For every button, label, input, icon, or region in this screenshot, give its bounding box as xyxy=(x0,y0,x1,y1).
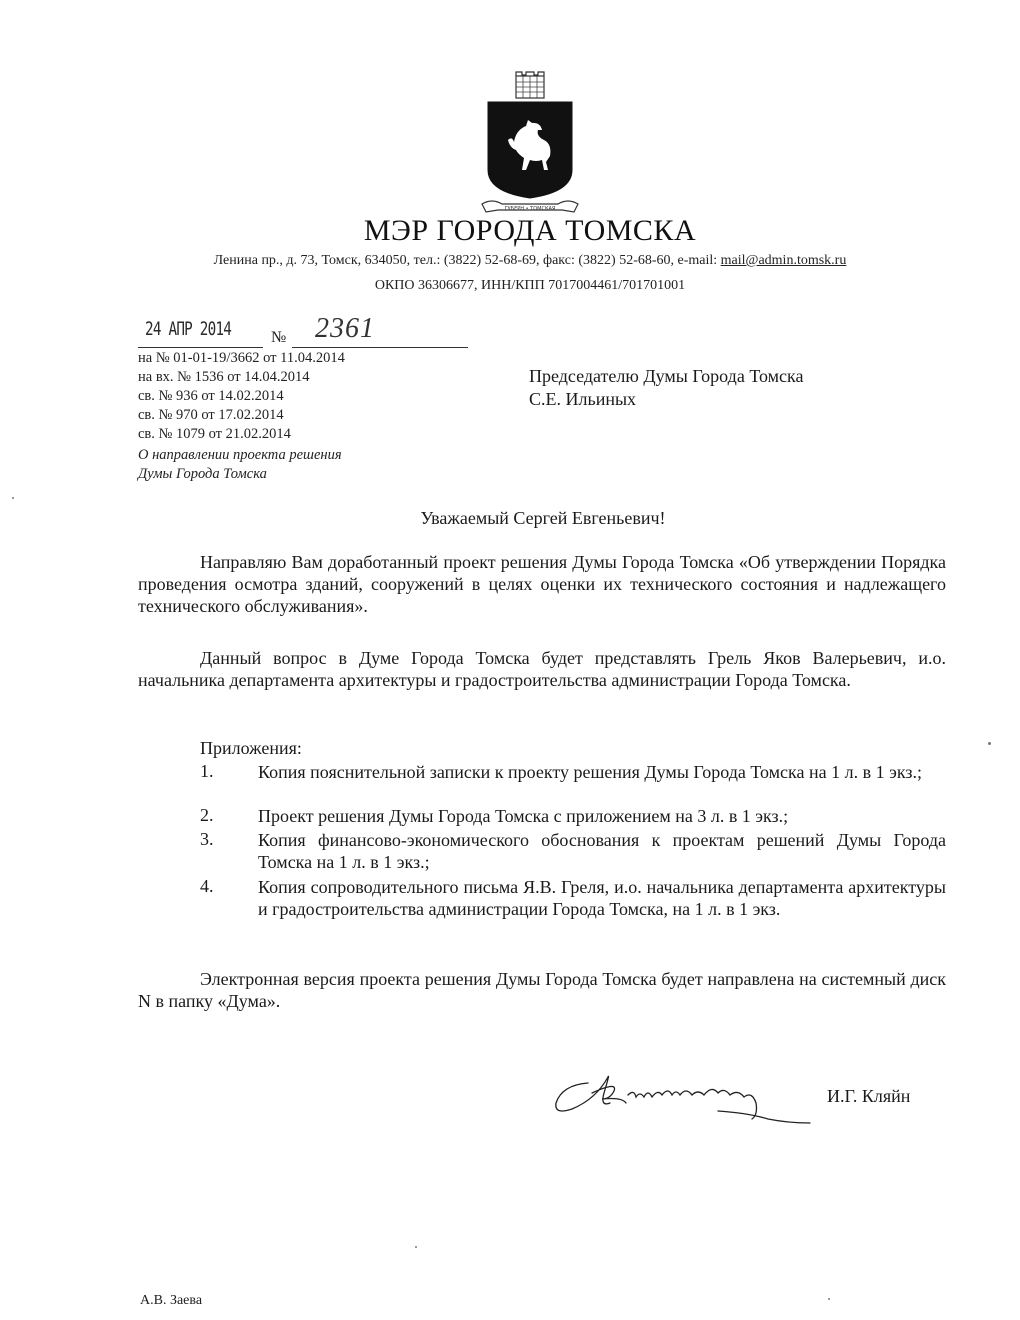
addressee-position: Председателю Думы Города Томска xyxy=(529,366,804,386)
scan-speck xyxy=(828,1298,830,1300)
address-text: Ленина пр., д. 73, Томск, 634050, тел.: (3822) 52-68-69, факс: (3822) 52-68-60, e-mail: xyxy=(213,253,721,268)
reference-line: на № 01-01-19/3662 от 11.04.2014 xyxy=(138,350,345,366)
reference-line: на вх. № 1536 от 14.04.2014 xyxy=(138,369,310,385)
address-line xyxy=(0,253,1020,269)
reference-line: св. № 970 от 17.02.2014 xyxy=(138,407,284,423)
attachment-number: 3. xyxy=(200,829,214,849)
signature-image xyxy=(548,1063,818,1133)
attachment-number: 4. xyxy=(200,876,214,896)
number-underline xyxy=(292,347,468,348)
paragraph: Электронная версия проекта решения Думы Города Томска будет направлена на системный диск N в папку «Дума». xyxy=(138,969,946,1011)
scan-speck xyxy=(415,1246,417,1248)
organization-codes: ОКПО 36306677, ИНН/КПП 7017004461/701701001 xyxy=(374,278,686,293)
addressee-name: С.Е. Ильиных xyxy=(529,389,637,409)
attachments-title: Приложения: xyxy=(200,738,302,758)
attachment-number: 1. xyxy=(200,761,214,781)
registration-number: 2361 xyxy=(315,313,375,344)
date-stamp: 24 АПР 2014 xyxy=(145,318,232,340)
number-label: № xyxy=(271,329,287,346)
signer-name: И.Г. Кляйн xyxy=(827,1086,911,1106)
subject-line: О направлении проекта решения xyxy=(138,447,342,463)
reference-line: св. № 1079 от 21.02.2014 xyxy=(138,426,291,442)
greeting: Уважаемый Сергей Евгеньевич! xyxy=(420,508,666,528)
coat-of-arms xyxy=(478,70,582,220)
attachment-number: 2. xyxy=(200,805,214,825)
signature-icon xyxy=(548,1063,818,1133)
coat-of-arms-icon xyxy=(478,70,582,220)
paragraph: Направляю Вам доработанный проект решения Думы Города Томска «Об утверждении Порядка проведения осмотра зданий, сооружений в целях оценки их технического состояния и надлежащего технического обслуживания». xyxy=(138,552,946,616)
attachment-item: Копия пояснительной записки к проекту решения Думы Города Томска на 1 л. в 1 экз.; xyxy=(258,762,922,782)
attachment-item: Копия финансово-экономического обоснования к проектам решений Думы Города Томска на 1 л. в 1 экз.; xyxy=(258,830,946,872)
paragraph: Данный вопрос в Думе Города Томска будет представлять Грель Яков Валерьевич, и.о. начальника департамента архитектуры и градостроительства администрации Города Томска. xyxy=(138,648,946,690)
date-underline xyxy=(138,347,263,348)
coat-motto: ГУБЕРН • ТОМСКАЯ xyxy=(504,206,556,212)
subject-line: Думы Города Томска xyxy=(138,466,267,482)
scan-speck xyxy=(988,742,991,745)
email-link[interactable]: mail@admin.tomsk.ru xyxy=(720,253,847,268)
attachment-item: Копия сопроводительного письма Я.В. Греля, и.о. начальника департамента архитектуры и градостроительства администрации Города Томска, на 1 л. в 1 экз. xyxy=(258,877,946,919)
page-title: МЭР ГОРОДА ТОМСКА xyxy=(363,214,697,247)
reference-line: св. № 936 от 14.02.2014 xyxy=(138,388,284,404)
scan-speck xyxy=(12,497,14,499)
attachment-item: Проект решения Думы Города Томска с приложением на 3 л. в 1 экз.; xyxy=(258,806,789,826)
executor-name: А.В. Заева xyxy=(140,1293,203,1308)
